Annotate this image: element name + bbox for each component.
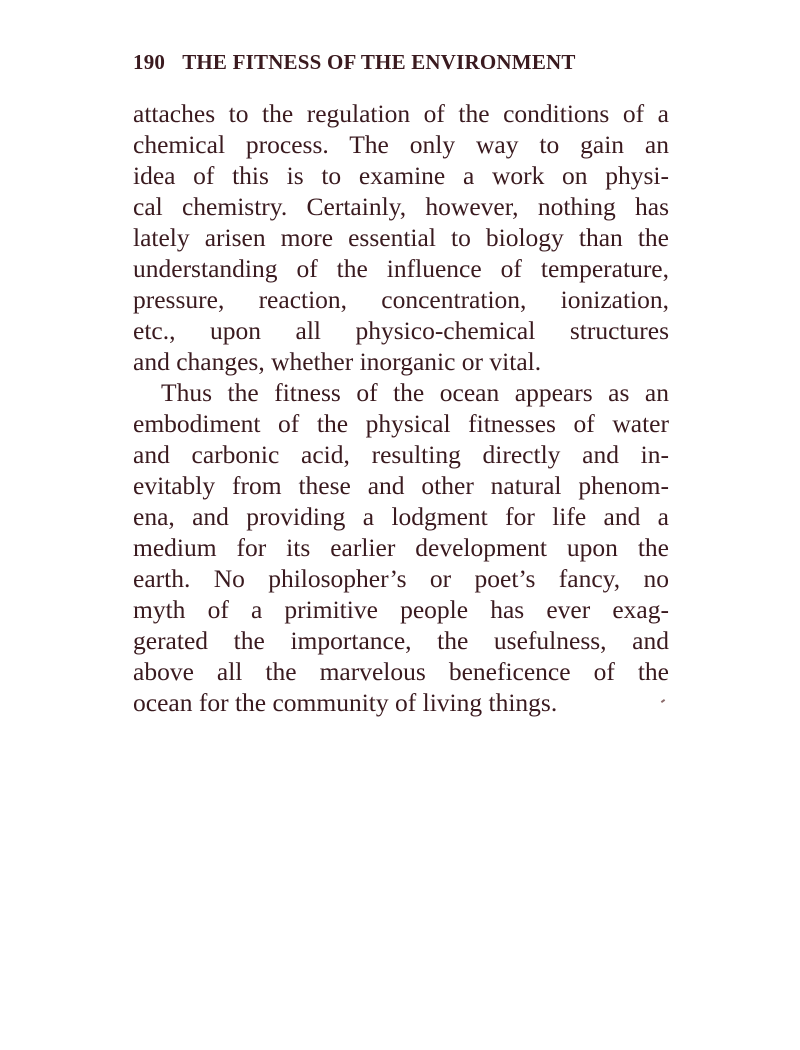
- running-head: [133, 50, 673, 75]
- text-line: above all the marvelous beneficence of the: [133, 657, 669, 686]
- running-title: THE FITNESS OF THE ENVIRONMENT: [182, 50, 576, 74]
- text-line: lately arisen more essential to biology than the: [133, 223, 669, 252]
- text-line: ocean for the community of living things.: [133, 688, 558, 717]
- text-line: understanding of the influence of temperature,: [133, 254, 669, 283]
- body-text: [133, 98, 669, 718]
- text-line: myth of a primitive people has ever exag-: [133, 595, 669, 624]
- text-line: chemical process. The only way to gain an: [133, 130, 669, 159]
- text-line: cal chemistry. Certainly, however, nothing has: [133, 192, 669, 221]
- text-line: attaches to the regulation of the conditions of a: [133, 99, 669, 128]
- text-line: evitably from these and other natural phenom-: [133, 471, 669, 500]
- text-line: ena, and providing a lodgment for life and a: [133, 502, 669, 531]
- text-line: idea of this is to examine a work on physi-: [133, 161, 669, 190]
- text-line: gerated the importance, the usefulness, and: [133, 626, 669, 655]
- text-line: and changes, whether inorganic or vital.: [133, 347, 542, 376]
- text-line: medium for its earlier development upon the: [133, 533, 669, 562]
- page-number: 190: [133, 50, 166, 74]
- text-line: pressure, reaction, concentration, ionization,: [133, 285, 669, 314]
- text-line: earth. No philosopher’s or poet’s fancy, no: [133, 564, 669, 593]
- text-line: and carbonic acid, resulting directly and in-: [133, 440, 669, 469]
- text-line: Thus the fitness of the ocean appears as an: [161, 378, 669, 407]
- text-line: etc., upon all physico-chemical structures: [133, 316, 669, 345]
- text-line: embodiment of the physical fitnesses of water: [133, 409, 669, 438]
